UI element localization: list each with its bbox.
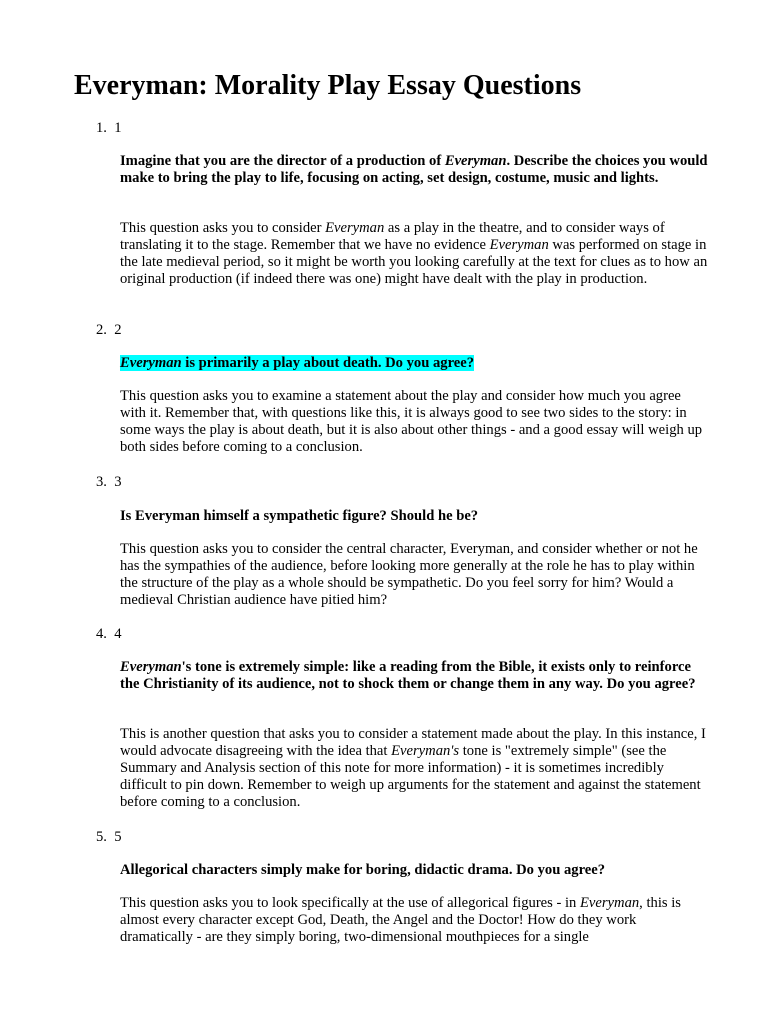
question-1-number — [96, 120, 122, 137]
question-1-explanation: This question asks you to consider Everyman as a play in the theatre, and to consider ways of translating it to the stage. Remember that we have no evidence Everyman was performed on stage in the late medieval period, so it might be worth you looking carefully at the text for clues as to how an original production (if indeed there was one) might have dealt with the play in production. — [120, 220, 708, 287]
page-title: Everyman: Morality Play Essay Questions — [74, 70, 582, 101]
question-1-prompt: Imagine that you are the director of a production of Everyman. Describe the choices you would make to bring the play to life, focusing on acting, set design, costume, music and lights. — [120, 153, 708, 186]
question-4-explanation: This is another question that asks you to consider a statement made about the play. In this instance, I would advocate disagreeing with the idea that Everyman's tone is "extremely simple" (see the Summary and Analysis section of this note for more information) - it is sometimes incredibly difficult to pin down. Remember to weigh up arguments for the statement and against the statement before coming to a conclusion. — [120, 726, 706, 810]
question-3-prompt: Is Everyman himself a sympathetic figure? Should he be? — [120, 508, 479, 524]
question-3-number — [96, 474, 122, 491]
question-label: 2 — [114, 322, 122, 338]
question-5-number — [96, 829, 122, 846]
question-label: 4 — [114, 626, 122, 642]
question-4-prompt: Everyman's tone is extremely simple: like a reading from the Bible, it exists only to reinforce the Christianity of its audience, not to shock them or change them in any way. Do you agree? — [120, 659, 696, 692]
question-5-explanation: This question asks you to look specifically at the use of allegorical figures - in Everyman, this is almost every character except God, Death, the Angel and the Doctor! How do they work dramatically - are they simply boring, two-dimensional mouthpieces for a single — [120, 895, 681, 945]
list-marker: 2. — [96, 322, 107, 338]
list-marker: 1. — [96, 120, 107, 136]
list-marker: 5. — [96, 829, 107, 845]
question-label: 1 — [114, 120, 122, 136]
question-5-prompt: Allegorical characters simply make for boring, didactic drama. Do you agree? — [120, 862, 606, 878]
question-2-number — [96, 322, 122, 339]
question-4-number — [96, 626, 122, 643]
list-marker: 3. — [96, 474, 107, 490]
list-marker: 4. — [96, 626, 107, 642]
question-2-prompt — [120, 355, 710, 372]
highlighted-text: Everyman is primarily a play about death. Do you agree? — [120, 355, 475, 371]
question-2-explanation: This question asks you to examine a statement about the play and consider how much you agree with it. Remember that, with questions like this, it is always good to see two sides to the story: in some ways the play is about death, but it is also about other things - and a good essay will weigh up both sides before coming to a conclusion. — [120, 388, 703, 455]
question-label: 5 — [114, 829, 122, 845]
question-label: 3 — [114, 474, 122, 490]
question-3-explanation: This question asks you to consider the central character, Everyman, and consider whether or not he has the sympathies of the audience, before looking more generally at the role he has to play within the structure of the play as a whole should be sympathetic. Do you feel sorry for him? Would a medieval Christian audience have pitied him? — [120, 541, 698, 608]
